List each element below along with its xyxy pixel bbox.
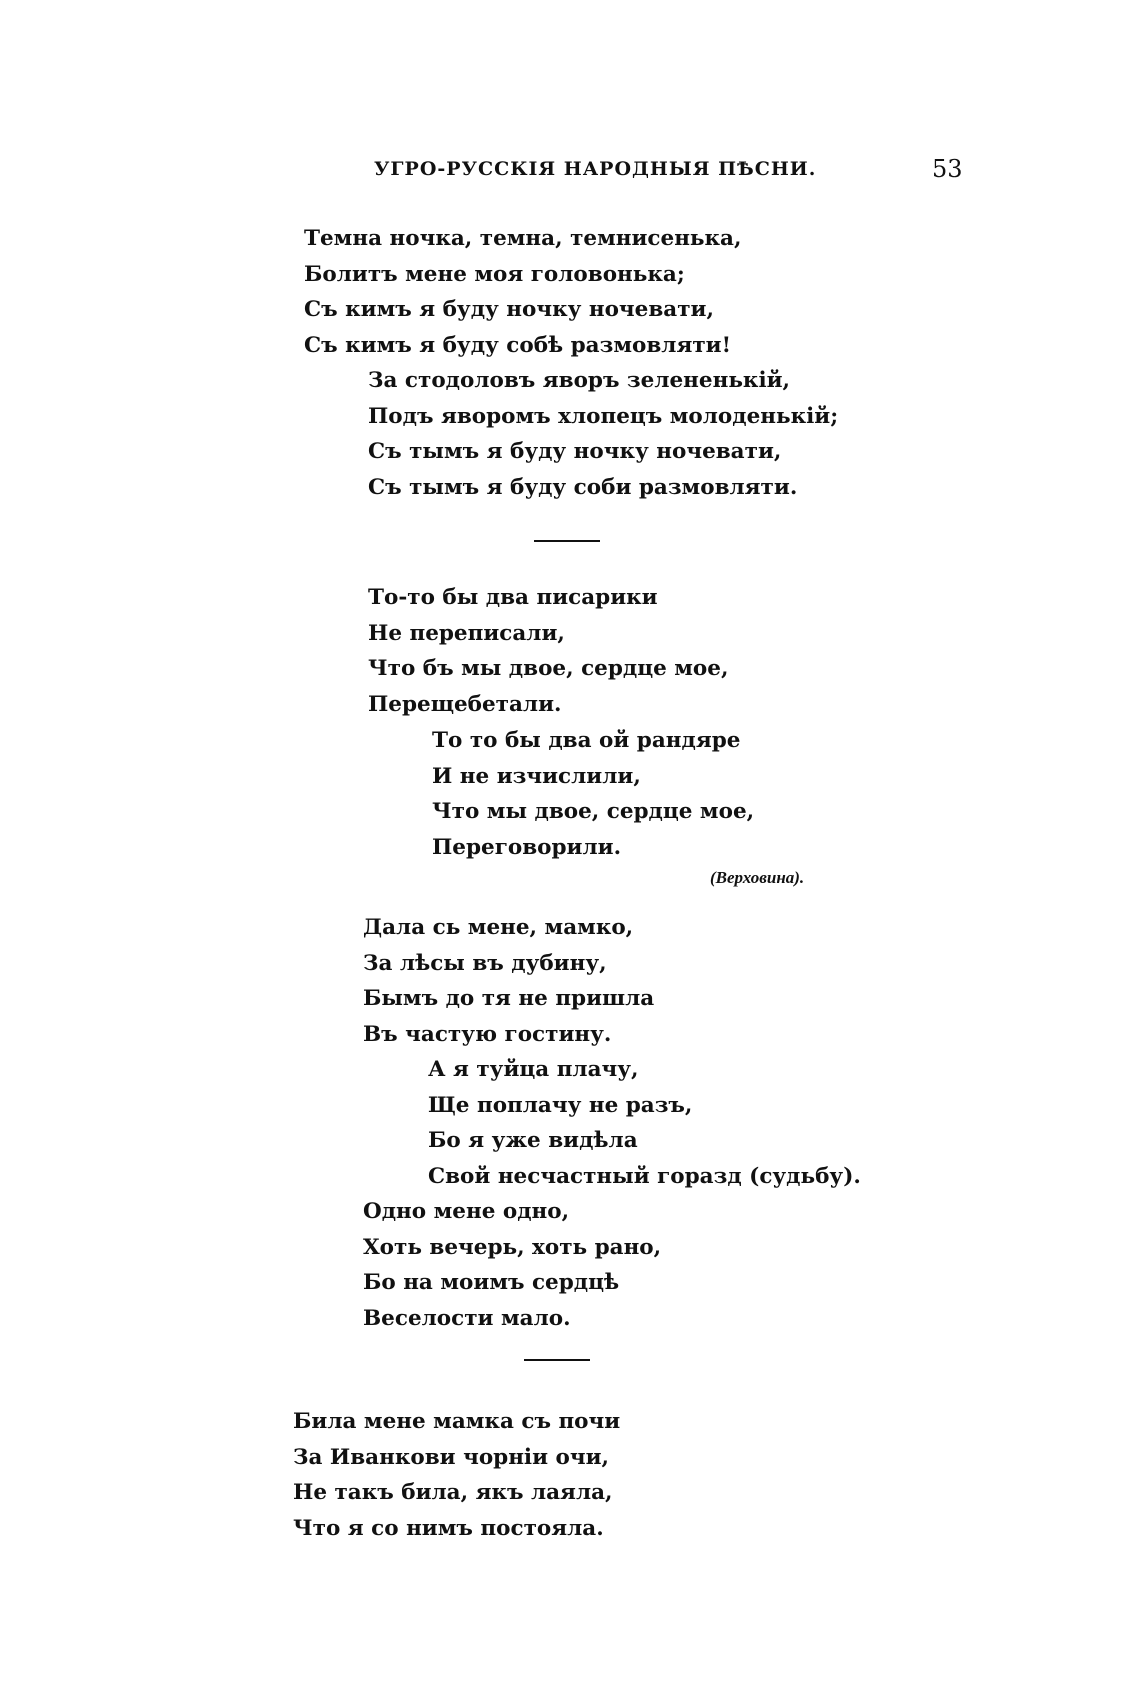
page-number: 53 xyxy=(932,155,963,183)
poem-line: Веселости мало. xyxy=(363,1305,571,1331)
poem-line: А я туйца плачу, xyxy=(428,1057,639,1082)
poem-line: За лѣсы въ дубину, xyxy=(363,950,607,976)
poem-line: Что бъ мы двое, сердце мое, xyxy=(368,656,729,681)
poem-line: Бымъ до тя не пришла xyxy=(363,986,655,1011)
poem-line: Бо я уже видѣла xyxy=(428,1128,638,1153)
poem-line: То то бы два ой рандяре xyxy=(432,728,741,753)
poem3-stanza3 xyxy=(363,1194,661,1336)
poem-line: За Иванкови чорніи очи, xyxy=(293,1444,610,1470)
poem-line: Одно мене одно, xyxy=(363,1199,570,1224)
poem-line: Темна ночка, темна, темнисенька, xyxy=(304,226,742,251)
poem-line: Что мы двое, сердце мое, xyxy=(432,799,755,824)
poem-line: За стодоловъ яворъ зелененькій, xyxy=(368,368,791,393)
poem-line: Не такъ била, якъ лаяла, xyxy=(293,1480,613,1505)
poem-line: Перещебетали. xyxy=(368,691,562,717)
section-divider xyxy=(534,540,600,542)
poem3-stanza1 xyxy=(363,910,654,1052)
poem4-stanza1 xyxy=(293,1404,620,1546)
section-divider xyxy=(524,1359,590,1361)
poem-line: Свой несчастный горазд (судьбу). xyxy=(428,1163,861,1189)
poem3-stanza2 xyxy=(428,1052,861,1194)
poem-line: Ще поплачу не разъ, xyxy=(428,1092,693,1118)
poem-line: Съ кимъ я буду собѣ размовляти! xyxy=(304,332,732,358)
poem-line: То-то бы два писарики xyxy=(368,585,658,610)
poem-line: Въ частую гостину. xyxy=(363,1021,612,1047)
running-header-title: УГРО-РУССКІЯ НАРОДНЫЯ ПѢСНИ. xyxy=(374,158,817,180)
poem-line: Била мене мамка съ почи xyxy=(293,1409,621,1434)
poem-line: Переговорили. xyxy=(432,834,622,860)
poem-line: И не изчислили, xyxy=(432,763,641,789)
poem1-stanza1 xyxy=(304,221,741,363)
poem-line: Подъ яворомъ хлопецъ молоденькій; xyxy=(368,403,839,429)
poem-line: Не переписали, xyxy=(368,620,565,646)
poem-line: Бо на моимъ сердцѣ xyxy=(363,1270,620,1295)
poem-line: Дала сь мене, мамко, xyxy=(363,915,634,940)
poem1-stanza2 xyxy=(368,363,838,505)
poem-line: Что я со нимъ постояла. xyxy=(293,1515,604,1541)
poem-line: Болитъ мене моя головонька; xyxy=(304,261,685,287)
poem-line: Хоть вечерь, хоть рано, xyxy=(363,1234,662,1260)
source-note: (Верховина). xyxy=(710,868,805,887)
poem2-stanza1 xyxy=(368,580,728,722)
poem2-stanza2 xyxy=(432,723,754,865)
poem-line: Съ тымъ я буду ночку ночевати, xyxy=(368,439,782,464)
poem-line: Съ тымъ я буду соби размовляти. xyxy=(368,474,798,500)
poem-line: Съ кимъ я буду ночку ночевати, xyxy=(304,297,714,322)
